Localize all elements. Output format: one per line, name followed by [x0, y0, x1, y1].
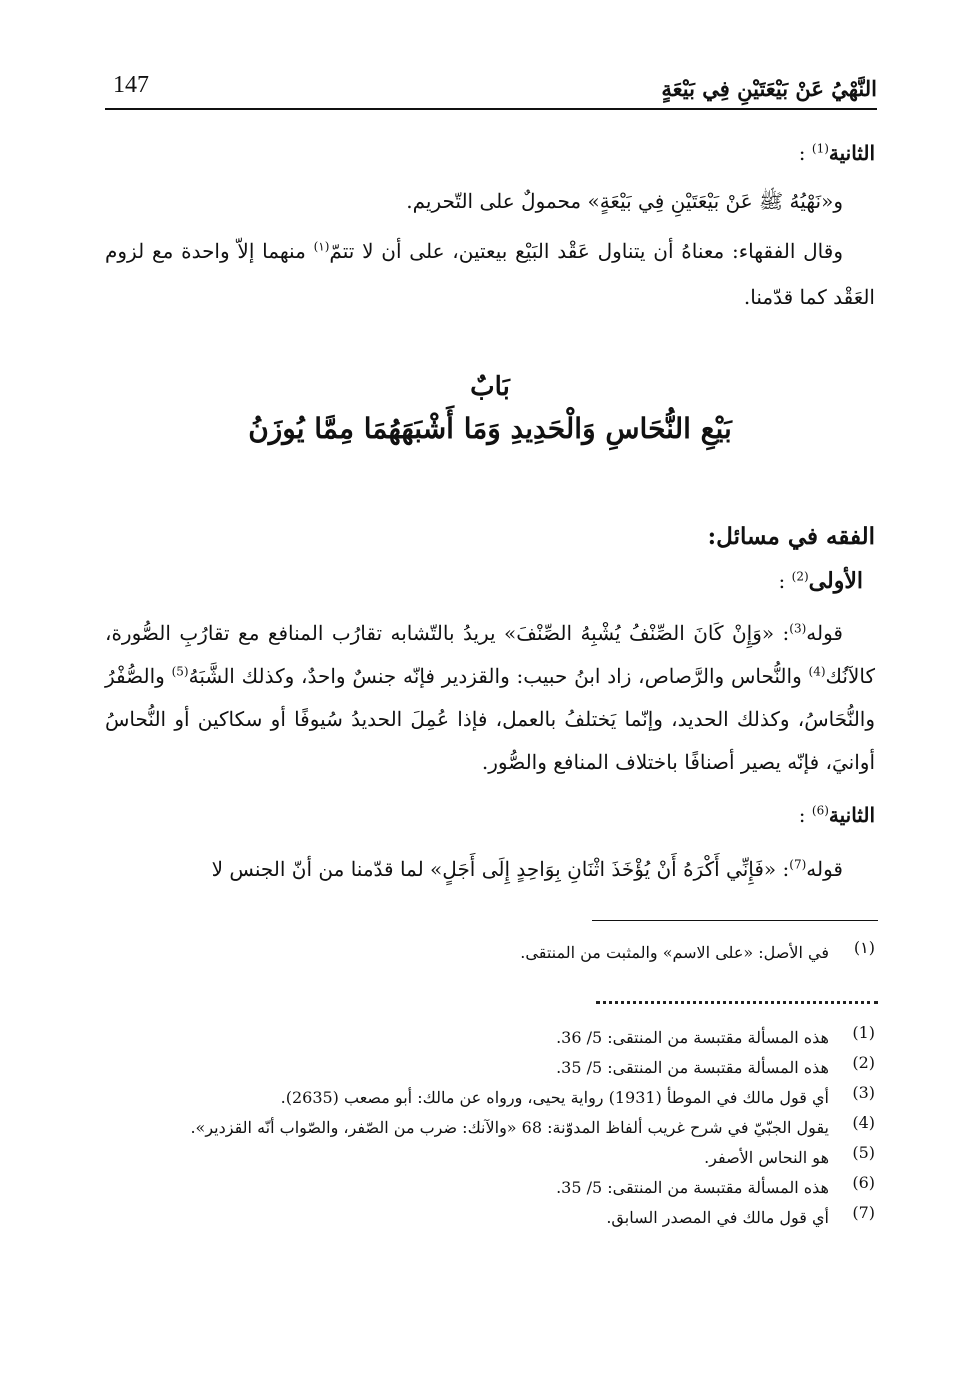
paragraph-text: و«نَهْيُهُ ﷺ عَنْ بَيْعَتَيْنِ فِي بَيْعَةٍ» محمولٌ على التّحريم.	[406, 189, 843, 213]
footnote-number: (3)	[852, 1083, 875, 1102]
heading-text: الأولى	[808, 568, 863, 594]
heading-text: الثانية	[828, 803, 875, 827]
chapter-label: بَابٌ	[470, 372, 510, 402]
footnote-item	[105, 1053, 875, 1083]
footnote-item	[105, 938, 875, 968]
footnote-ref: (2)	[791, 569, 809, 584]
footnote-ref: (7)	[789, 857, 807, 872]
paragraph-text: : «فَإِنِّي أَكْرَهُ أَنْ يُؤْخَذَ اثْنَانِ بِوَاحِدٍ إِلَى أَجَلٍ» لما قدّمنا من أنّ الجنس لا	[211, 857, 790, 881]
heading-text: الثانية	[828, 141, 875, 165]
footnote-ref: (3)	[789, 621, 807, 636]
footnotes-source	[105, 1023, 875, 1233]
footnote-text: أي قول مالك في المصدر السابق.	[606, 1208, 829, 1227]
heading-second: الثانية$^{(6)}$ :	[798, 803, 875, 827]
footnote-ref: (١)	[313, 239, 330, 254]
footnote-item	[105, 1023, 875, 1053]
footnote-text: أي قول مالك في الموطأ (1931) رواية يحيى، ورواه عن مالك: أبو مصعب (2635).	[280, 1088, 829, 1107]
page-number: 147	[113, 72, 149, 98]
footnote-number: (6)	[852, 1173, 875, 1192]
footnote-ref: (1)	[811, 141, 829, 156]
fiqh-heading: الفقه في مسائل:	[707, 523, 875, 550]
footnote-number: (7)	[852, 1203, 875, 1222]
footnote-ref: (6)	[811, 803, 829, 818]
paragraph-prohibition	[105, 178, 875, 224]
footnote-item	[105, 1143, 875, 1173]
paragraph-second-issue	[105, 846, 875, 892]
footnote-item	[105, 1083, 875, 1113]
footnote-item	[105, 1113, 875, 1143]
footnotes-editor	[105, 938, 875, 968]
footnote-ref: (5)	[171, 664, 189, 679]
footnote-item	[105, 1173, 875, 1203]
footnote-number: (1)	[852, 1023, 875, 1042]
footnote-text: هذه المسألة مقتبسة من المنتقى: 5/ 35.	[556, 1058, 829, 1077]
footnote-number: (5)	[852, 1143, 875, 1162]
footnote-number: (2)	[852, 1053, 875, 1072]
paragraph-text: والنُّحاس والرَّصاص، زاد ابنُ حبيب: والقزدير فإنّه جنسٌ واحدٌ، وكذلك الشَّبَهُ	[188, 664, 809, 688]
header-rule	[105, 108, 877, 110]
running-title: النَّهْيُ عَنْ بَيْعَتَيْنِ فِي بَيْعَةٍ	[661, 76, 877, 101]
chapter-title: بَيْعِ النُّحَاسِ وَالْحَدِيدِ وَمَا أَشْبَهَهُمَا مِمَّا يُوزَنُ	[248, 412, 732, 445]
footnote-text: هو النحاس الأصفر.	[704, 1148, 829, 1167]
footnote-ref: (4)	[808, 664, 826, 679]
footnote-text: هذه المسألة مقتبسة من المنتقى: 5/ 36.	[556, 1028, 829, 1047]
paragraph-text: منهما إلاّ واحدة مع لزوم العَقْد كما قدّمنا.	[105, 239, 875, 309]
footnote-text: هذه المسألة مقتبسة من المنتقى: 5/ 35.	[556, 1178, 829, 1197]
paragraph-fuqaha	[105, 228, 875, 320]
paragraph-text: قوله	[806, 857, 843, 881]
footnote-text: في الأصل: «على الاسم» والمثبت من المنتقى.	[520, 943, 829, 962]
paragraph-first-issue	[105, 612, 875, 784]
paragraph-text: : «وَإِنْ كَانَ الصِّنْفُ يُشْبِهُ الصِّنْفَ» يريدُ بالتّشابه تقارُب المنافع مع تقارُبِ الصُّورة، كالآنُك	[105, 621, 875, 688]
footnote-dotted-separator	[596, 1001, 878, 1004]
heading-second-top: الثانية$^{(1)}$ :	[798, 141, 875, 165]
heading-first: الأولى$^{(2)}$ :	[778, 568, 863, 594]
footnote-separator	[592, 920, 878, 921]
footnote-number: (١)	[853, 938, 875, 957]
footnote-number: (4)	[852, 1113, 875, 1132]
footnote-text: يقول الجبّيّ في شرح غريب ألفاظ المدوّنة: 68 «والآنك: ضرب من الصّفر، والصّواب أنّه القزدير».	[190, 1118, 829, 1137]
paragraph-text: قوله	[806, 621, 843, 645]
footnote-item	[105, 1203, 875, 1233]
paragraph-text: والصُّفْرُ والنُّحَاسُ، وكذلك الحديد، وإنّما يَختلفُ بالعمل، فإذا عُمِلَ الحديدُ سُيوفًا أو سكاكين أو النُّحاسُ أوانيَ، فإنّه يصير أصنافًا باختلاف المنافع والصُّور.	[105, 664, 875, 774]
paragraph-text: وقال الفقهاء: معناهُ أن يتناول عَقْد البَيْع بيعتين، على أن لا تتمّ	[329, 239, 843, 263]
